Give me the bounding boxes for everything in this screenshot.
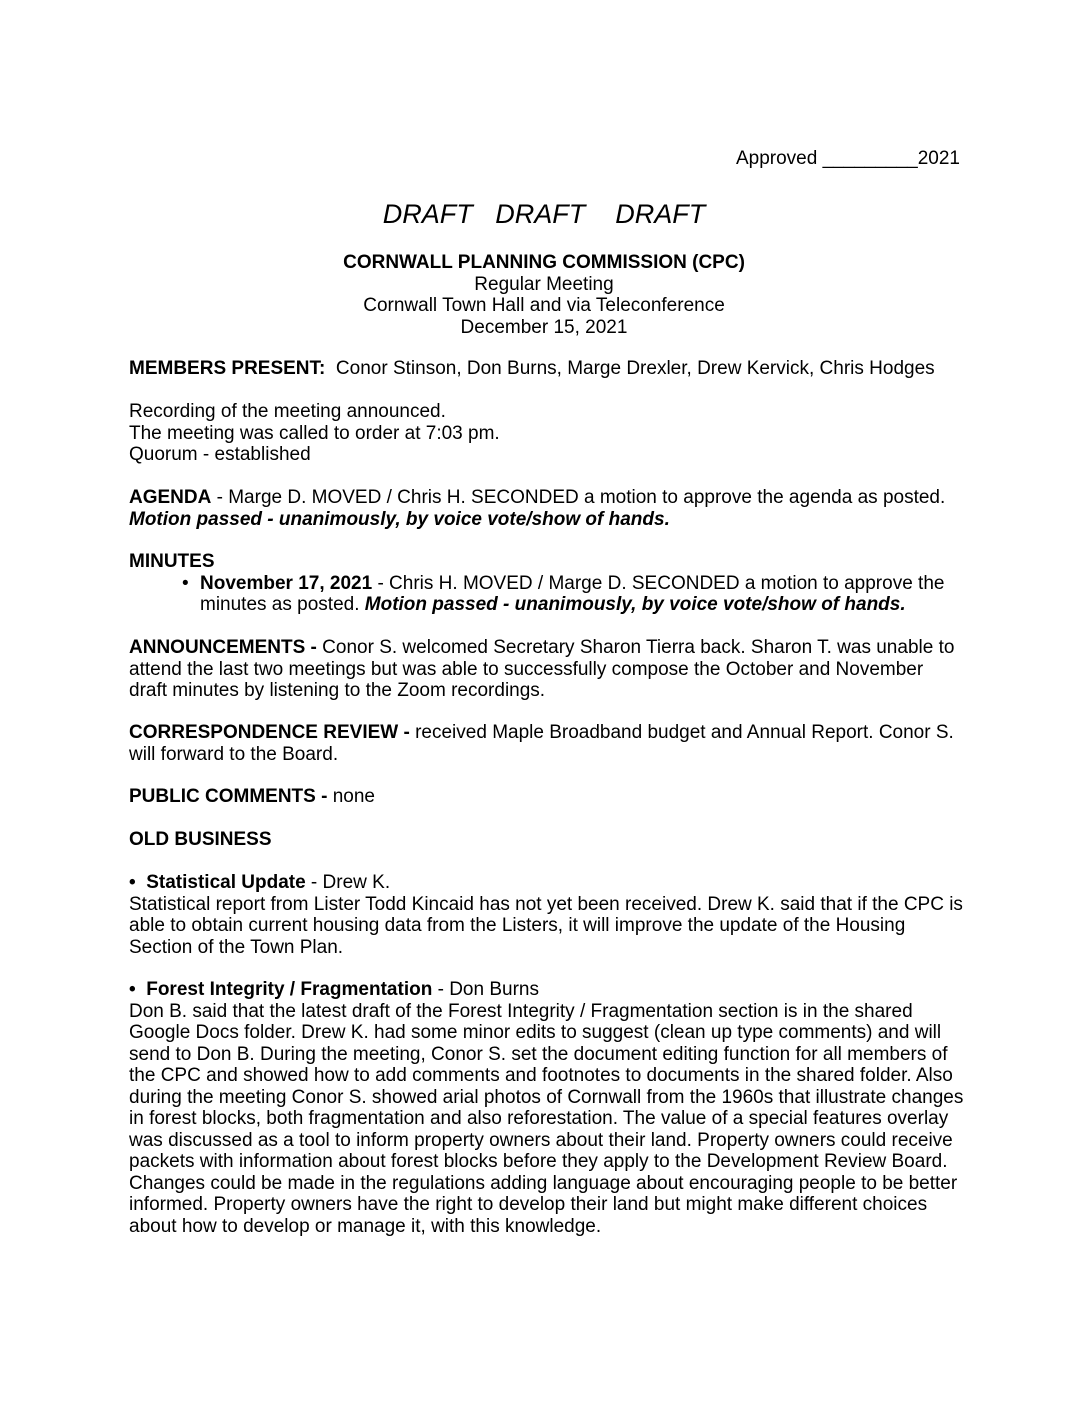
- agenda-section: [129, 487, 964, 530]
- draft-banner: DRAFT DRAFT DRAFT: [382, 199, 706, 229]
- old-business-heading: [129, 829, 964, 851]
- item-body: Don B. said that the latest draft of the Forest Integrity / Fragmentation section is in the shared Google Docs folder. Drew K. had some minor edits to suggest (clean up type comments) and will send to Don B. During the meeting, Conor S. set the document editing function for all members of the CPC and showed how to add comments and footnotes to documents in the shared folder. Also during the meeting Conor S. showed arial photos of Cornwall from the 1960s that illustrate changes in forest blocks, both fragmentation and also reforestation. The value of a special features overlay was discussed as a tool to inform property owners about their land. Property owners could receive packets with information about forest blocks before they apply to the Development Review Board. Changes could be made in the regulations adding language about encouraging people to be better informed. Property owners have the right to develop their land but might make different choices about how to develop or manage it, with this knowledge.: [129, 1000, 964, 1237]
- members-label: MEMBERS PRESENT:: [129, 358, 326, 379]
- opening-line: The meeting was called to order at 7:03 pm.: [129, 422, 500, 444]
- correspondence-label: CORRESPONDENCE REVIEW -: [129, 722, 416, 743]
- old-business-label: OLD BUSINESS: [129, 829, 272, 850]
- minutes-date: November 17, 2021: [200, 572, 373, 594]
- approval-line: [736, 148, 960, 170]
- correspondence-text: received Maple Broadband budget and Annual Report. Conor S. will forward to the Board.: [129, 722, 954, 765]
- bullet-icon: •: [129, 979, 136, 1000]
- item-presenter: - Drew K.: [305, 872, 391, 893]
- meeting-header: [0, 252, 1088, 338]
- old-business-item: [129, 979, 964, 1237]
- item-heading: [129, 872, 964, 894]
- correspondence-section: [129, 722, 964, 765]
- item-title: Forest Integrity / Fragmentation: [146, 979, 433, 1000]
- opening-section: [129, 401, 964, 466]
- announcements-label: ANNOUNCEMENTS -: [129, 637, 323, 658]
- approved-year: 2021: [917, 148, 960, 169]
- meeting-type: Regular Meeting: [474, 273, 614, 295]
- agenda-result: Motion passed - unanimously, by voice vote/show of hands.: [129, 508, 670, 530]
- announcements-section: [129, 637, 964, 702]
- opening-line: Recording of the meeting announced.: [129, 401, 446, 422]
- item-heading: [129, 979, 964, 1001]
- minutes-item: [129, 573, 964, 616]
- public-comments-label: PUBLIC COMMENTS -: [129, 786, 333, 807]
- minutes-result: Motion passed - unanimously, by voice vote/show of hands.: [364, 594, 906, 615]
- item-title: Statistical Update: [146, 872, 306, 893]
- public-comments-section: [129, 786, 964, 808]
- minutes-section: [129, 551, 964, 616]
- old-business-item: [129, 872, 964, 958]
- meeting-date: December 15, 2021: [460, 316, 628, 338]
- agenda-text: - Marge D. MOVED / Chris H. SECONDED a motion to approve the agenda as posted.: [211, 487, 946, 508]
- members-names: Conor Stinson, Don Burns, Marge Drexler, Drew Kervick, Chris Hodges: [335, 358, 935, 379]
- item-body: Statistical report from Lister Todd Kincaid has not yet been received. Drew K. said that if the CPC is able to obtain current housing data from the Listers, it will improve the update of the Housing Section of the Town Plan.: [129, 893, 963, 958]
- approved-label: Approved: [735, 148, 818, 169]
- approved-blank: _________: [822, 148, 918, 169]
- public-comments-text: none: [332, 786, 375, 807]
- opening-line: Quorum - established: [129, 444, 311, 465]
- members-present: [129, 358, 964, 380]
- meeting-location: Cornwall Town Hall and via Teleconference: [363, 295, 725, 316]
- announcements-text: Conor S. welcomed Secretary Sharon Tierra back. Sharon T. was unable to attend the last two meetings but was able to successfully compose the October and November draft minutes by listening to the Zoom recordings.: [129, 637, 955, 701]
- minutes-heading: MINUTES: [129, 551, 215, 572]
- item-presenter: - Don Burns: [432, 979, 539, 1000]
- minutes-text: - Chris H. MOVED / Marge D. SECONDED a motion to approve the minutes as posted.: [200, 572, 945, 615]
- org-title: CORNWALL PLANNING COMMISSION (CPC): [343, 252, 745, 273]
- bullet-icon: •: [182, 572, 189, 594]
- bullet-icon: •: [129, 872, 136, 893]
- agenda-label: AGENDA: [129, 487, 212, 508]
- minutes-list: [129, 573, 964, 616]
